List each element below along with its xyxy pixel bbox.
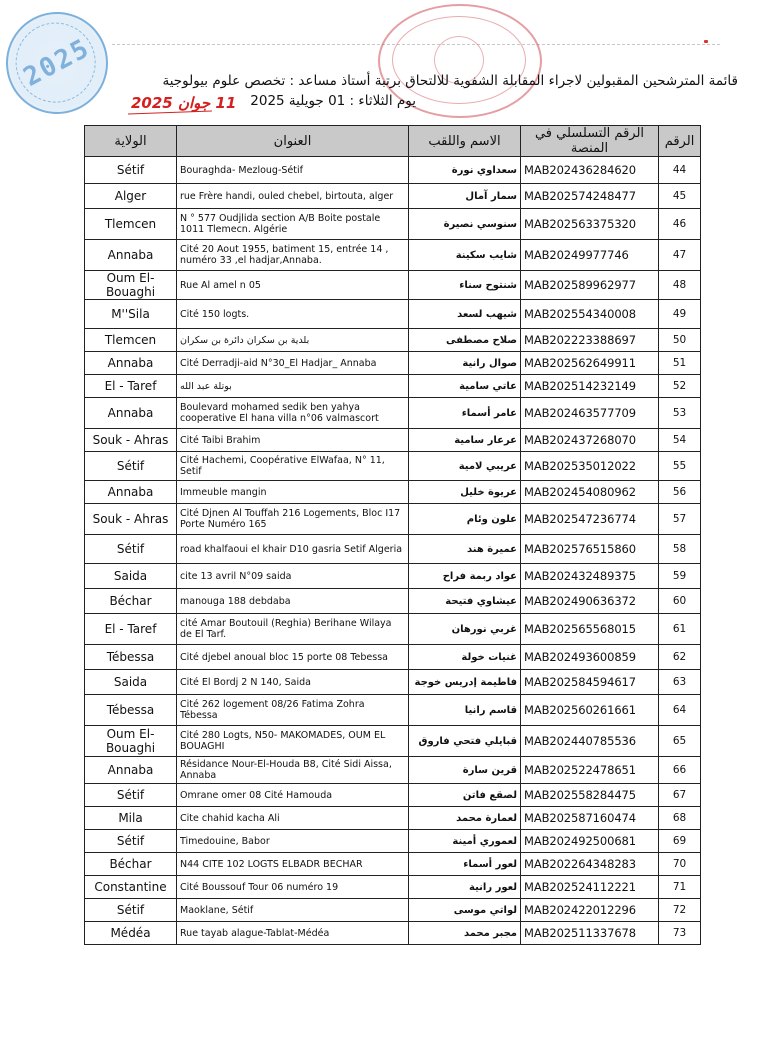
address-cell: Cite chahid kacha Ali [177, 807, 409, 830]
name-cell: عامر أسماء [409, 398, 521, 429]
address-cell: Cité Hachemi, Coopérative ElWafaa, N° 11, Setif [177, 452, 409, 481]
wilaya-cell: Oum El-Bouaghi [85, 726, 177, 757]
table-row [85, 726, 701, 757]
platform-code-cell: MAB202440785536 [521, 726, 659, 757]
name-cell: غنيات خولة [409, 645, 521, 670]
address-cell: Maoklane, Sétif [177, 899, 409, 922]
table-header-row [85, 126, 701, 157]
table-row [85, 876, 701, 899]
platform-code-cell: MAB202584594617 [521, 670, 659, 695]
address-cell: cite 13 avril N°09 saida [177, 564, 409, 589]
number-cell: 56 [659, 481, 701, 504]
number-cell: 62 [659, 645, 701, 670]
platform-code-cell: MAB202522478651 [521, 757, 659, 784]
table-row [85, 240, 701, 271]
name-cell: قرين سارة [409, 757, 521, 784]
wilaya-cell: Alger [85, 184, 177, 209]
wilaya-cell: Souk - Ahras [85, 504, 177, 535]
number-cell: 66 [659, 757, 701, 784]
number-cell: 52 [659, 375, 701, 398]
table-row [85, 589, 701, 614]
name-cell: عواد ربمة فراح [409, 564, 521, 589]
header-address: العنوان [177, 126, 409, 157]
wilaya-cell: Sétif [85, 535, 177, 564]
name-cell: مجبر محمد [409, 922, 521, 945]
name-cell: فاطيمة إدريس خوجة [409, 670, 521, 695]
address-cell: N44 CITE 102 LOGTS ELBADR BECHAR [177, 853, 409, 876]
platform-code-cell: MAB202264348283 [521, 853, 659, 876]
number-cell: 63 [659, 670, 701, 695]
number-cell: 64 [659, 695, 701, 726]
address-cell: Cité Derradji-aid N°30_El Hadjar_ Annaba [177, 352, 409, 375]
platform-code-cell: MAB202437268070 [521, 429, 659, 452]
number-cell: 65 [659, 726, 701, 757]
address-cell: Immeuble mangin [177, 481, 409, 504]
platform-code-cell: MAB202422012296 [521, 899, 659, 922]
name-cell: عاتي سامية [409, 375, 521, 398]
header-number: الرقم [659, 126, 701, 157]
name-cell: لعور أسماء [409, 853, 521, 876]
name-cell: لعور رانية [409, 876, 521, 899]
address-cell: manouga 188 debdaba [177, 589, 409, 614]
address-cell: Rue tayab alague-Tablat-Médéa [177, 922, 409, 945]
candidates-table [84, 125, 701, 945]
interview-date: يوم الثلاثاء : 01 جويلية 2025 [250, 93, 416, 109]
name-cell: شيهب لسعد [409, 300, 521, 329]
address-cell: Cité Taibi Brahim [177, 429, 409, 452]
blue-reception-stamp [0, 0, 126, 132]
number-cell: 73 [659, 922, 701, 945]
handwritten-date-annotation: 11 جوان 2025 [131, 94, 237, 112]
name-cell: صوال رانية [409, 352, 521, 375]
number-cell: 45 [659, 184, 701, 209]
platform-code-cell: MAB202514232149 [521, 375, 659, 398]
name-cell: غربي نورهان [409, 614, 521, 645]
number-cell: 67 [659, 784, 701, 807]
number-cell: 57 [659, 504, 701, 535]
number-cell: 44 [659, 157, 701, 184]
address-cell: بلدية بن سكران دائرة بن سكران [177, 329, 409, 352]
number-cell: 55 [659, 452, 701, 481]
address-cell: Cité 280 Logts, N50- MAKOMADES, OUM EL BOUAGHI [177, 726, 409, 757]
number-cell: 72 [659, 899, 701, 922]
platform-code-cell: MAB202562649911 [521, 352, 659, 375]
name-cell: عميرة هند [409, 535, 521, 564]
wilaya-cell: Béchar [85, 589, 177, 614]
table-row [85, 695, 701, 726]
wilaya-cell: Mila [85, 807, 177, 830]
platform-code-cell: MAB202589962977 [521, 271, 659, 300]
address-cell: Cité El Bordj 2 N 140, Saida [177, 670, 409, 695]
platform-code-cell: MAB202576515860 [521, 535, 659, 564]
platform-code-cell: MAB202436284620 [521, 157, 659, 184]
table-row [85, 271, 701, 300]
address-cell: Omrane omer 08 Cité Hamouda [177, 784, 409, 807]
wilaya-cell: Sétif [85, 784, 177, 807]
platform-code-cell: MAB202492500681 [521, 830, 659, 853]
number-cell: 49 [659, 300, 701, 329]
number-cell: 70 [659, 853, 701, 876]
address-cell: بوتلة عبد الله [177, 375, 409, 398]
platform-code-cell: MAB202490636372 [521, 589, 659, 614]
table-row [85, 807, 701, 830]
number-cell: 50 [659, 329, 701, 352]
table-row [85, 481, 701, 504]
wilaya-cell: Annaba [85, 757, 177, 784]
name-cell: عرعار سامية [409, 429, 521, 452]
address-cell: Cité 20 Aout 1955, batiment 15, entrée 14 , numéro 33 ,el hadjar,Annaba. [177, 240, 409, 271]
table-row [85, 670, 701, 695]
number-cell: 47 [659, 240, 701, 271]
wilaya-cell: Sétif [85, 157, 177, 184]
wilaya-cell: Tlemcen [85, 209, 177, 240]
name-cell: لصقع فاتن [409, 784, 521, 807]
address-cell: Boulevard mohamed sedik ben yahya cooperative El hana villa n°06 valmascort [177, 398, 409, 429]
platform-code-cell: MAB202587160474 [521, 807, 659, 830]
platform-code-cell: MAB202454080962 [521, 481, 659, 504]
address-cell: Cité Djnen Al Touffah 216 Logements, Bloc I17 Porte Numéro 165 [177, 504, 409, 535]
table-row [85, 452, 701, 481]
address-cell: rue Frère handi, ouled chebel, birtouta, alger [177, 184, 409, 209]
number-cell: 51 [659, 352, 701, 375]
name-cell: سعداوي نورة [409, 157, 521, 184]
number-cell: 71 [659, 876, 701, 899]
platform-code-cell: MAB202432489375 [521, 564, 659, 589]
name-cell: لواتي موسى [409, 899, 521, 922]
address-cell: Rue Al amel n 05 [177, 271, 409, 300]
platform-code-cell: MAB202524112221 [521, 876, 659, 899]
number-cell: 59 [659, 564, 701, 589]
wilaya-cell: Annaba [85, 398, 177, 429]
table-row [85, 535, 701, 564]
table-row [85, 300, 701, 329]
wilaya-cell: Saida [85, 564, 177, 589]
name-cell: قاسم رانيا [409, 695, 521, 726]
platform-code-cell: MAB20249977746 [521, 240, 659, 271]
table-row [85, 375, 701, 398]
platform-code-cell: MAB202463577709 [521, 398, 659, 429]
address-cell: Bouraghda- Mezloug-Sétif [177, 157, 409, 184]
number-cell: 53 [659, 398, 701, 429]
table-row [85, 329, 701, 352]
wilaya-cell: Tlemcen [85, 329, 177, 352]
wilaya-cell: Oum El-Bouaghi [85, 271, 177, 300]
address-cell: Cité 150 logts. [177, 300, 409, 329]
name-cell: قبايلي فتحي فاروق [409, 726, 521, 757]
platform-code-cell: MAB202493600859 [521, 645, 659, 670]
table-row [85, 564, 701, 589]
name-cell: لعمارة محمد [409, 807, 521, 830]
number-cell: 58 [659, 535, 701, 564]
name-cell: سنوسي نصيرة [409, 209, 521, 240]
wilaya-cell: Saida [85, 670, 177, 695]
table-row [85, 352, 701, 375]
wilaya-cell: Sétif [85, 899, 177, 922]
platform-code-cell: MAB202558284475 [521, 784, 659, 807]
table-row [85, 757, 701, 784]
name-cell: عريوة خليل [409, 481, 521, 504]
red-ink-mark [704, 40, 708, 43]
name-cell: علون وئام [409, 504, 521, 535]
number-cell: 60 [659, 589, 701, 614]
wilaya-cell: M''Sila [85, 300, 177, 329]
wilaya-cell: Annaba [85, 481, 177, 504]
header-platform-code: الرقم التسلسلي في المنصة [521, 126, 659, 157]
table-row [85, 899, 701, 922]
platform-code-cell: MAB202565568015 [521, 614, 659, 645]
number-cell: 54 [659, 429, 701, 452]
table-row [85, 429, 701, 452]
address-cell: Cité 262 logement 08/26 Fatima Zohra Tébessa [177, 695, 409, 726]
platform-code-cell: MAB202223388697 [521, 329, 659, 352]
number-cell: 68 [659, 807, 701, 830]
table-row [85, 922, 701, 945]
top-divider [112, 44, 720, 45]
address-cell: N ° 577 Oudjlida section A/B Boite postale 1011 Tlemecn. Algérie [177, 209, 409, 240]
wilaya-cell: Sétif [85, 830, 177, 853]
name-cell: لعموري أمينة [409, 830, 521, 853]
table-row [85, 398, 701, 429]
platform-code-cell: MAB202511337678 [521, 922, 659, 945]
table-row [85, 645, 701, 670]
wilaya-cell: Béchar [85, 853, 177, 876]
platform-code-cell: MAB202560261661 [521, 695, 659, 726]
platform-code-cell: MAB202535012022 [521, 452, 659, 481]
wilaya-cell: Tébessa [85, 645, 177, 670]
header-name: الاسم واللقب [409, 126, 521, 157]
wilaya-cell: Constantine [85, 876, 177, 899]
table-row [85, 830, 701, 853]
wilaya-cell: Annaba [85, 240, 177, 271]
table-row [85, 784, 701, 807]
wilaya-cell: El - Taref [85, 375, 177, 398]
table-row [85, 157, 701, 184]
platform-code-cell: MAB202554340008 [521, 300, 659, 329]
blue-stamp-digits: 2025 [18, 33, 96, 93]
number-cell: 48 [659, 271, 701, 300]
name-cell: عيشاوي فتيحة [409, 589, 521, 614]
table-row [85, 504, 701, 535]
address-cell: road khalfaoui el khair D10 gasria Setif Algeria [177, 535, 409, 564]
platform-code-cell: MAB202563375320 [521, 209, 659, 240]
address-cell: Résidance Nour-El-Houda B8, Cité Sidi Aissa, Annaba [177, 757, 409, 784]
wilaya-cell: El - Taref [85, 614, 177, 645]
table-row [85, 853, 701, 876]
name-cell: سمار آمال [409, 184, 521, 209]
address-cell: Cité Boussouf Tour 06 numéro 19 [177, 876, 409, 899]
name-cell: عريبي لامية [409, 452, 521, 481]
document-title: قائمة المترشحين المقبولين لاجراء المقابلة الشفوية للالتحاق برتبة أستاذ مساعد : تخصص علوم بيولوجية [162, 73, 738, 89]
wilaya-cell: Souk - Ahras [85, 429, 177, 452]
wilaya-cell: Tébessa [85, 695, 177, 726]
wilaya-cell: Sétif [85, 452, 177, 481]
name-cell: شنتوح سناء [409, 271, 521, 300]
name-cell: صلاح مصطفى [409, 329, 521, 352]
table-row [85, 184, 701, 209]
table-row [85, 614, 701, 645]
address-cell: Cité djebel anoual bloc 15 porte 08 Tebessa [177, 645, 409, 670]
header-wilaya: الولاية [85, 126, 177, 157]
number-cell: 61 [659, 614, 701, 645]
number-cell: 69 [659, 830, 701, 853]
number-cell: 46 [659, 209, 701, 240]
table-row [85, 209, 701, 240]
wilaya-cell: Annaba [85, 352, 177, 375]
address-cell: cité Amar Boutouil (Reghia) Berihane Wilaya de El Tarf. [177, 614, 409, 645]
wilaya-cell: Médéa [85, 922, 177, 945]
address-cell: Timedouine, Babor [177, 830, 409, 853]
platform-code-cell: MAB202574248477 [521, 184, 659, 209]
platform-code-cell: MAB202547236774 [521, 504, 659, 535]
name-cell: شايب سكينة [409, 240, 521, 271]
